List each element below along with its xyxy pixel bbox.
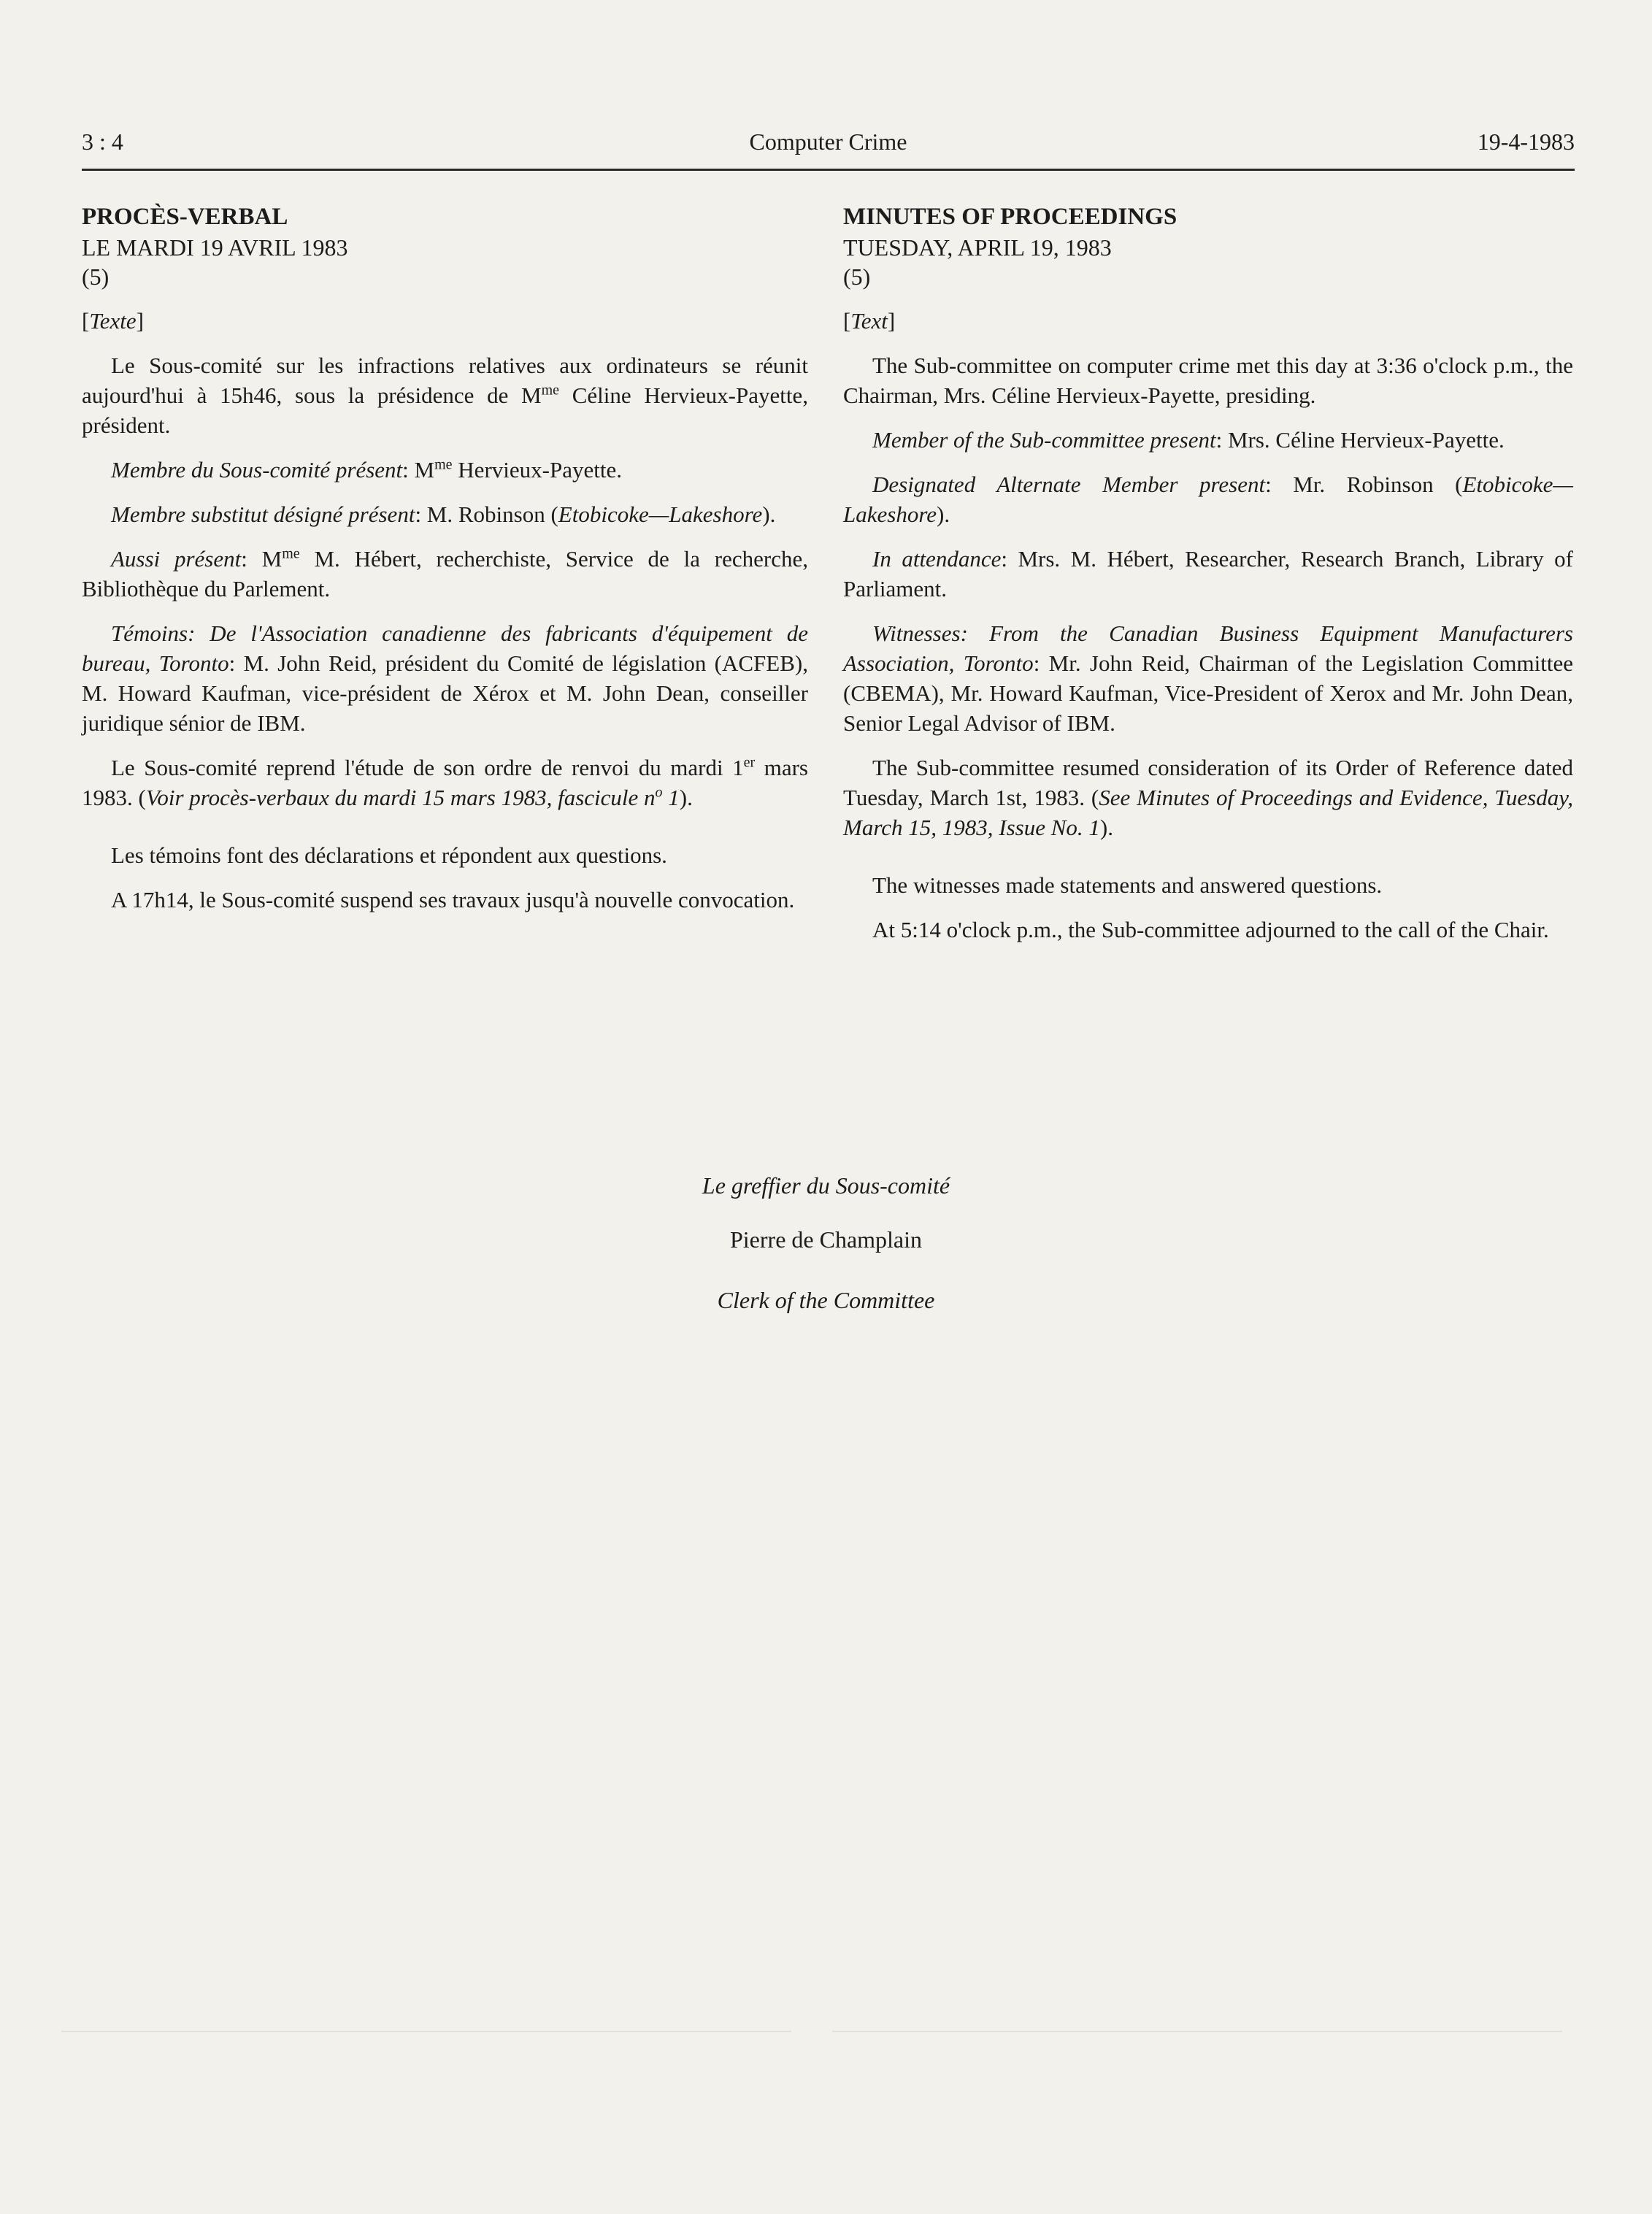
page-header (82, 126, 1575, 169)
left-opening-paragraph: Le Sous-comité sur les infractions relatives aux ordinateurs se réunit aujourd'hui à 15h46, sous la présidence de $M^{me}$ Céline Hervieux-Payette, président. (82, 353, 808, 438)
right-date-line: TUESDAY, APRIL 19, 1983 (843, 234, 1112, 261)
right-opening-paragraph: The Sub-committee on computer crime met this day at 3:36 o'clock p.m., the Chairman, Mrs. Céline Hervieux-Payette, presiding. (843, 353, 1573, 408)
right-attendance: In attendance: Mrs. M. Hébert, Researcher, Research Branch, Library of Parliament. (843, 546, 1574, 601)
right-alternate-member: Designated Alternate Member present: Mr. Robinson (Etobicoke—Lakeshore). (843, 472, 1573, 527)
left-alternate-member: Membre substitut désigné présent: M. Robinson (Etobicoke—Lakeshore). (111, 501, 776, 527)
right-adjournment: At 5:14 o'clock p.m., the Sub-committee adjourned to the call of the Chair. (872, 917, 1549, 942)
left-witnesses: Témoins: De l'Association canadienne des fabricants d'équipement de bureau, Toronto: M. John Reid, président du Comité de législation (ACFEB), M. Howard Kaufman, vice-président de Xérox et M. John Dean, conseiller juridique sénior de IBM. (82, 620, 808, 736)
right-meeting-number: (5) (843, 264, 871, 290)
clerk-title-english: Clerk of the Committee (717, 1287, 935, 1313)
right-statements: The witnesses made statements and answered questions. (872, 872, 1383, 898)
page-number: 3 : 4 (82, 128, 123, 155)
left-texte-label: [Texte] (82, 308, 144, 334)
left-statements: Les témoins font des déclarations et répondent aux questions. (111, 842, 667, 868)
left-adjournment: A 17h14, le Sous-comité suspend ses travaux jusqu'à nouvelle convocation. (111, 887, 795, 912)
french-column (82, 201, 808, 929)
left-attendance: Aussi présent: $M^{me}$ M. Hébert, recherchiste, Service de la recherche, Bibliothèque du Parlement. (82, 545, 808, 601)
left-heading: PROCÈS-VERBAL (82, 204, 288, 230)
right-text-label: [Text] (843, 308, 896, 334)
left-meeting-number: (5) (82, 264, 110, 290)
clerk-title-french: Le greffier du Sous-comité (702, 1172, 950, 1199)
english-column (843, 201, 1573, 959)
right-witnesses: Witnesses: From the Canadian Business Equipment Manufacturers Association, Toronto: Mr. John Reid, Chairman of the Legislation Committee (CBEMA), Mr. Howard Kaufman, Vice-President of Xerox and Mr. John Dean, Senior Legal Advisor of IBM. (843, 620, 1573, 736)
header-rule (82, 169, 1575, 171)
right-resume-paragraph: The Sub-committee resumed consideration of its Order of Reference dated Tuesday, March 1st, 1983. (See Minutes of Proceedings and Evidence, Tuesday, March 15, 1983, Issue No. 1). (843, 755, 1574, 840)
running-title: Computer Crime (749, 128, 907, 155)
right-member-present: Member of the Sub-committee present: Mrs. Céline Hervieux-Payette. (872, 427, 1505, 453)
right-heading: MINUTES OF PROCEEDINGS (843, 204, 1177, 230)
show-through-rule-right (832, 2031, 1562, 2032)
left-member-present: Membre du Sous-comité présent: $M^{me}$ Hervieux-Payette. (111, 456, 622, 483)
header-date: 19-4-1983 (1477, 128, 1575, 155)
clerk-name: Pierre de Champlain (729, 1226, 923, 1253)
show-through-rule-left (61, 2031, 791, 2032)
left-date-line: LE MARDI 19 AVRIL 1983 (82, 234, 348, 261)
left-resume-paragraph: Le Sous-comité reprend l'étude de son ordre de renvoi du mardi 1er mars 1983. (Voir procès-verbaux du mardi 15 mars 1983, fascicule $n^o$ 1). (82, 754, 808, 810)
